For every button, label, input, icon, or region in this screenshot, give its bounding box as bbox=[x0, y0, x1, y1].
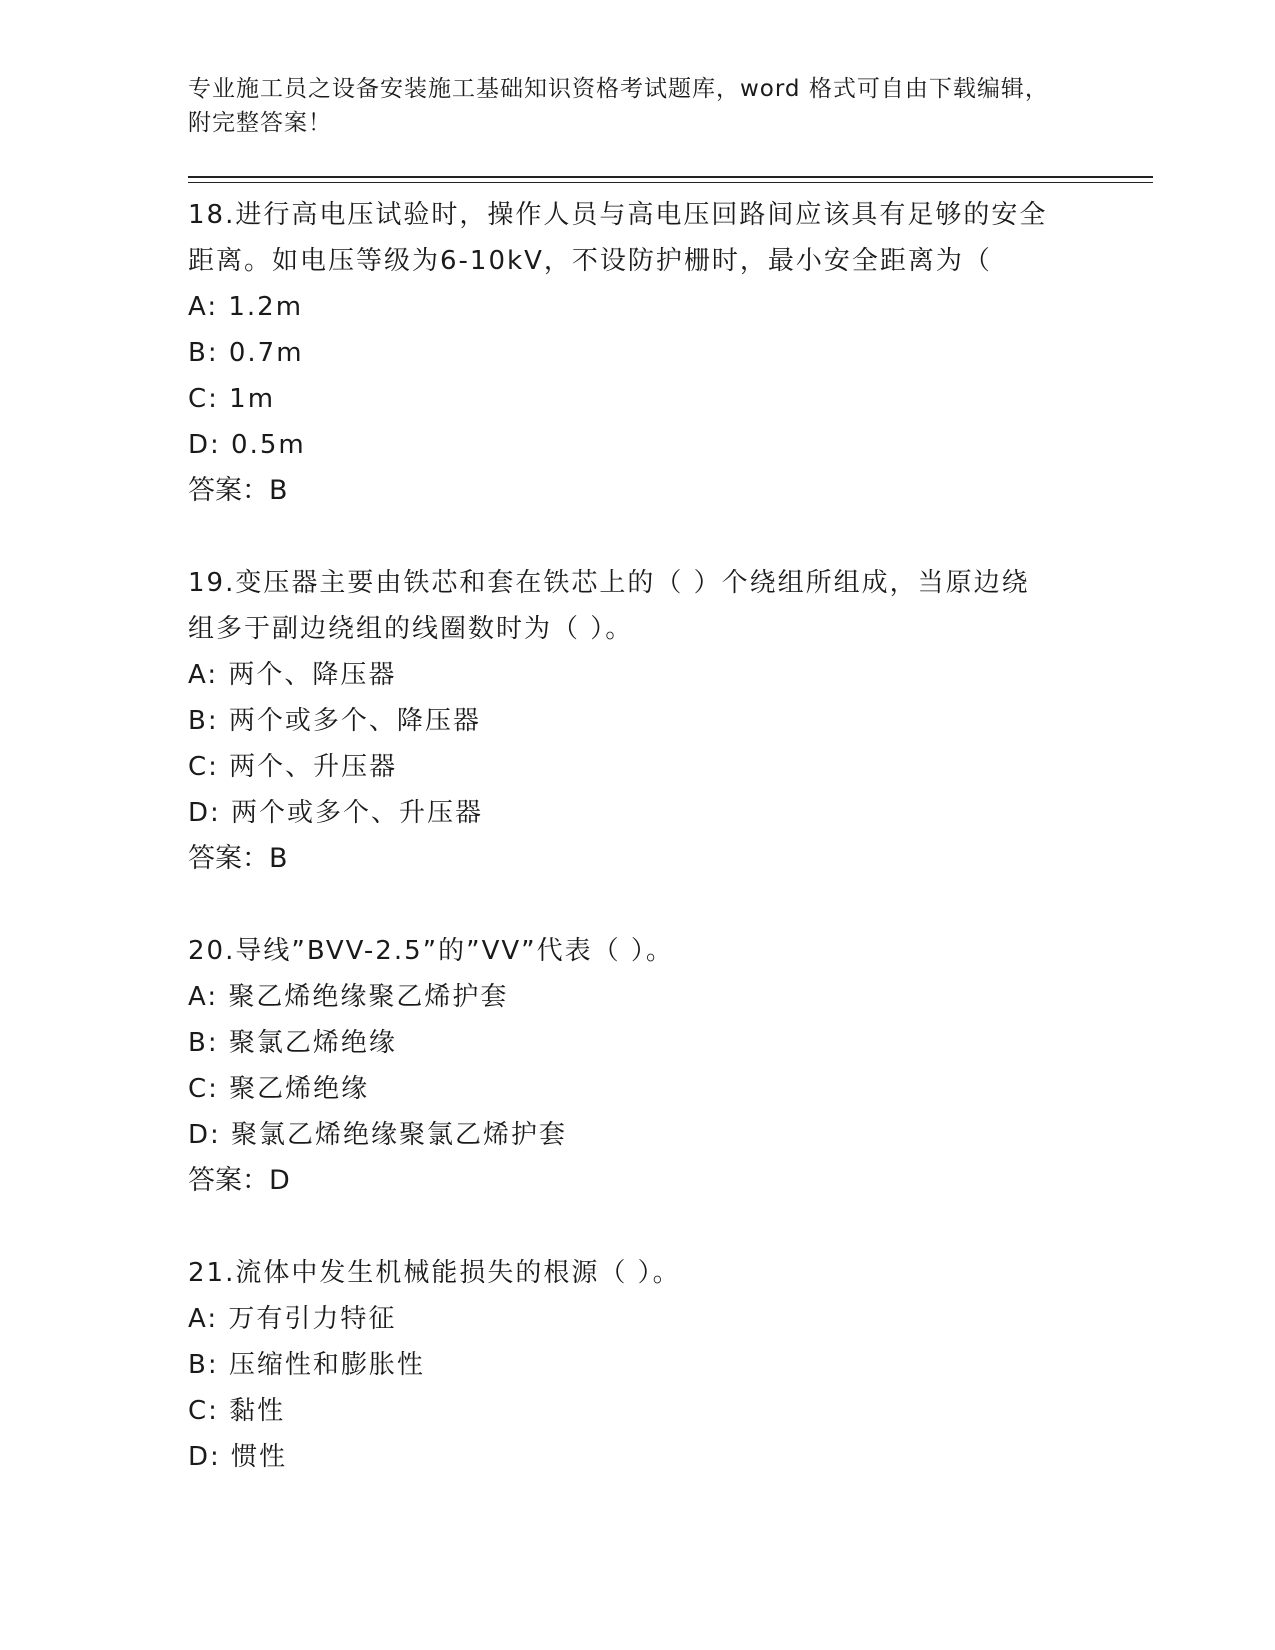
answer-line: 答案：B bbox=[188, 843, 288, 874]
question-list bbox=[188, 192, 1088, 1526]
option-d: D: 0.5m bbox=[188, 430, 306, 460]
question-21 bbox=[188, 1250, 1088, 1480]
answer-line: 答案：B bbox=[188, 475, 288, 506]
option-b: B: 0.7m bbox=[188, 338, 304, 368]
option-b: B: 压缩性和膨胀性 bbox=[188, 1350, 425, 1380]
question-stem: 18.进行高电压试验时，操作人员与高电压回路间应该具有足够的安全 bbox=[188, 200, 1048, 230]
question-stem: 21.流体中发生机械能损失的根源（ ）。 bbox=[188, 1258, 681, 1288]
header-line-1: 专业施工员之设备安装施工基础知识资格考试题库，word 格式可自由下载编辑， bbox=[188, 76, 1049, 102]
option-d: D: 两个或多个、升压器 bbox=[188, 798, 484, 828]
header-divider-top bbox=[188, 176, 1153, 178]
option-a: A: 两个、降压器 bbox=[188, 660, 397, 690]
option-d: D: 聚氯乙烯绝缘聚氯乙烯护套 bbox=[188, 1120, 568, 1150]
option-b: B: 聚氯乙烯绝缘 bbox=[188, 1028, 397, 1058]
option-b: B: 两个或多个、降压器 bbox=[188, 706, 481, 736]
question-20 bbox=[188, 928, 1088, 1204]
question-19 bbox=[188, 560, 1088, 882]
option-a: A: 1.2m bbox=[188, 292, 304, 322]
header-divider-bottom bbox=[188, 182, 1153, 183]
question-stem: 20.导线”BVV-2.5”的”VV”代表（ ）。 bbox=[188, 936, 674, 966]
answer-line: 答案：D bbox=[188, 1165, 290, 1196]
question-stem: 组多于副边绕组的线圈数时为（ ）。 bbox=[188, 614, 634, 644]
option-c: C: 两个、升压器 bbox=[188, 752, 398, 782]
option-d: D: 惯性 bbox=[188, 1442, 288, 1472]
option-c: C: 聚乙烯绝缘 bbox=[188, 1074, 370, 1104]
option-a: A: 万有引力特征 bbox=[188, 1304, 397, 1334]
option-c: C: 黏性 bbox=[188, 1396, 286, 1426]
document-header bbox=[188, 72, 1088, 140]
question-18 bbox=[188, 192, 1088, 514]
question-stem: 距离。如电压等级为6-10kV，不设防护栅时，最小安全距离为（ bbox=[188, 246, 992, 276]
option-c: C: 1m bbox=[188, 384, 276, 414]
option-a: A: 聚乙烯绝缘聚乙烯护套 bbox=[188, 982, 509, 1012]
header-line-2: 附完整答案！ bbox=[188, 110, 332, 136]
question-stem: 19.变压器主要由铁芯和套在铁芯上的（ ）个绕组所组成，当原边绕 bbox=[188, 568, 1030, 598]
